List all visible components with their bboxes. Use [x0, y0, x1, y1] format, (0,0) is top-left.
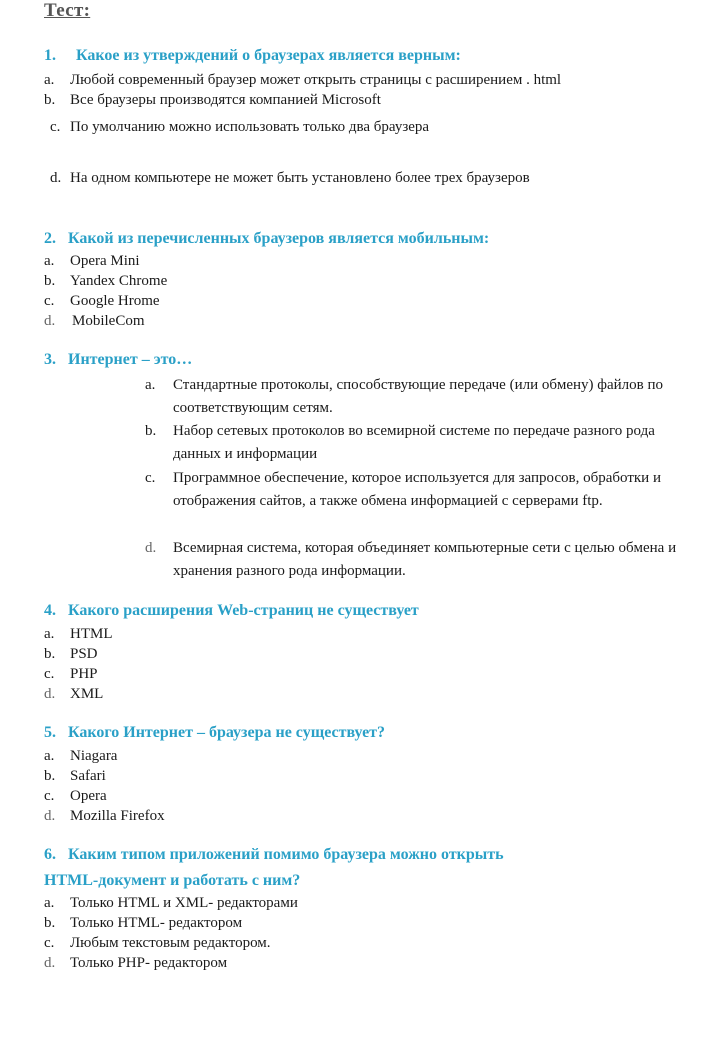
option-a: a. Niagara: [44, 748, 118, 764]
question-number: 1.: [44, 47, 56, 64]
question-text: Интернет – это…: [68, 351, 193, 368]
option-a: a. Opera Mini: [44, 253, 140, 269]
option-a: a. Любой современный браузер может открыть страницы с расширением . html: [44, 72, 562, 88]
option-b: b. Yandex Chrome: [44, 273, 168, 289]
question-number: 4.: [44, 602, 56, 619]
question-title: [44, 602, 419, 620]
option-c: c. Любым текстовым редактором.: [44, 935, 271, 951]
question-text: Каким типом приложений помимо браузера можно открыть: [68, 846, 504, 863]
option-d: d. Mozilla Firefox: [44, 808, 165, 824]
option-c: c. Программное обеспечение, которое используется для запросов, обработки и отображения сайтов, а также обмена информацией с серверами ftp.: [145, 470, 661, 509]
question-text: Какое из утверждений о браузерах является верным:: [76, 47, 461, 64]
question-text-line2: HTML-документ и работать с ним?: [44, 872, 301, 889]
option-d: d. Всемирная система, которая объединяет компьютерные сети с целью обмена и хранения разного рода информации.: [145, 540, 677, 579]
option-d: d. XML: [44, 686, 104, 702]
option-b: b. Safari: [44, 768, 106, 784]
question-title: [44, 724, 385, 742]
question-number: 2.: [44, 230, 56, 247]
option-a: a. Стандартные протоколы, способствующие передаче (или обмену) файлов по соответствующим сетям.: [145, 377, 664, 416]
option-c: c. По умолчанию можно использовать только два браузера: [50, 119, 430, 135]
option-b: b. Все браузеры производятся компанией Microsoft: [44, 92, 381, 108]
option-a: a. HTML: [44, 626, 113, 642]
question-text: Какого Интернет – браузера не существует?: [68, 724, 386, 741]
question-number: 6.: [44, 846, 56, 863]
page-title: Тест:: [44, 0, 91, 21]
option-a: a. Только HTML и XML- редакторами: [44, 895, 298, 911]
option-d: d. Только PHP- редактором: [44, 955, 228, 971]
question-text: Какой из перечисленных браузеров является мобильным:: [68, 230, 490, 247]
question-number: 5.: [44, 724, 56, 741]
option-d: d. MobileCom: [44, 313, 145, 329]
option-b: b. Набор сетевых протоколов во всемирной системе по передаче разного рода данных и информации: [145, 423, 655, 462]
question-title: [44, 351, 192, 369]
question-title: [44, 230, 489, 248]
question-text: Какого расширения Web-страниц не существует: [68, 602, 419, 619]
option-c: c. Google Hrome: [44, 293, 160, 309]
option-b: b. Только HTML- редактором: [44, 915, 243, 931]
question-number: 3.: [44, 351, 56, 368]
option-d: d. На одном компьютере не может быть установлено более трех браузеров: [50, 170, 530, 186]
question-title: [44, 47, 461, 65]
option-b: b. PSD: [44, 646, 98, 662]
option-c: c. Opera: [44, 788, 107, 804]
question-title: [44, 846, 504, 864]
option-c: c. PHP: [44, 666, 98, 682]
